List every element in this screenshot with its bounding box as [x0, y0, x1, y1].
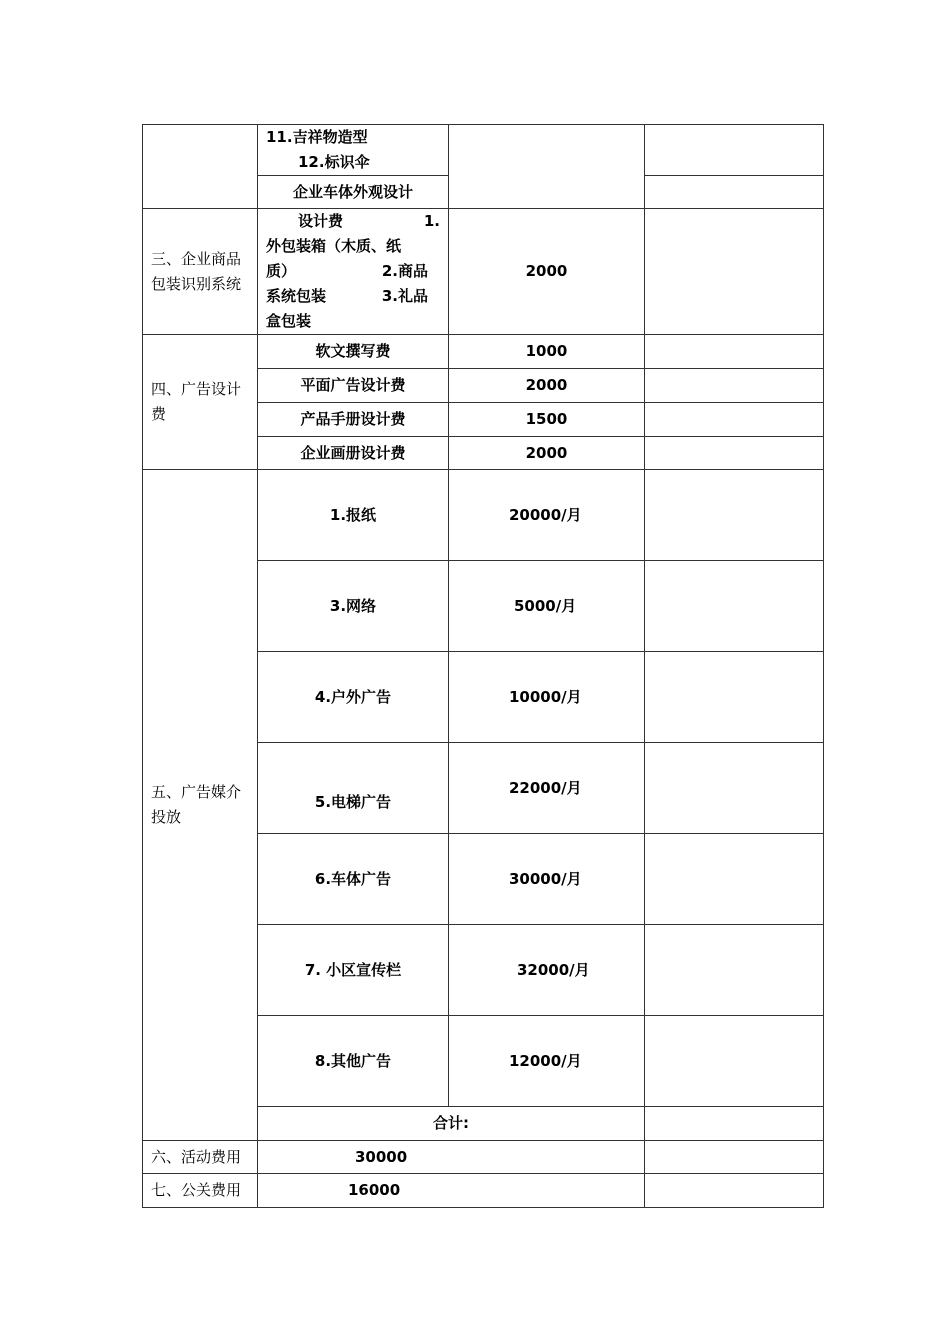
cost-cell: 10000/月 — [449, 652, 645, 743]
total-label-cell: 合计: — [258, 1107, 645, 1141]
note-cell — [645, 335, 824, 369]
table-row — [143, 209, 824, 335]
cost-cell: 2000 — [449, 369, 645, 403]
category-cell: 四、广告设计费 — [143, 335, 258, 470]
cost-cell: 2000 — [449, 209, 645, 335]
table-row — [143, 335, 824, 369]
item-line: 12.标识伞 — [298, 153, 370, 171]
item-text: 3.礼品 — [381, 287, 428, 305]
cost-cell: 5000/月 — [449, 561, 645, 652]
note-cell — [645, 1016, 824, 1107]
item-line: 外包装箱（木质、纸 — [266, 237, 402, 255]
item-cell — [258, 125, 449, 176]
cost-cell: 1500 — [449, 403, 645, 437]
item-cell: 企业画册设计费 — [258, 437, 449, 470]
note-cell — [645, 470, 824, 561]
note-cell — [645, 1107, 824, 1141]
item-cell: 7. 小区宣传栏 — [258, 925, 449, 1016]
table-row — [143, 1141, 824, 1174]
cost-cell: 20000/月 — [449, 470, 645, 561]
category-cell: 七、公关费用 — [143, 1174, 258, 1208]
item-line — [266, 284, 440, 309]
category-cell: 三、企业商品包装识别系统 — [143, 209, 258, 335]
note-cell — [645, 561, 824, 652]
item-line: 11.吉祥物造型 — [266, 128, 368, 146]
item-cell: 6.车体广告 — [258, 834, 449, 925]
cost-cell: 2000 — [449, 437, 645, 470]
item-cell — [258, 209, 449, 335]
item-cell: 3.网络 — [258, 561, 449, 652]
item-text: 质） — [266, 262, 297, 280]
cost-cell: 12000/月 — [449, 1016, 645, 1107]
item-cell: 软文撰写费 — [258, 335, 449, 369]
cost-cell: 16000 — [258, 1174, 645, 1208]
item-line — [266, 259, 440, 284]
cost-cell: 32000/月 — [449, 925, 645, 1016]
cost-cell: 1000 — [449, 335, 645, 369]
item-cell: 企业车体外观设计 — [258, 176, 449, 209]
item-text: 2.商品 — [381, 262, 428, 280]
cost-cell-empty — [449, 125, 645, 209]
note-cell — [645, 176, 824, 209]
note-cell — [645, 369, 824, 403]
category-cell-empty — [143, 125, 258, 209]
cost-cell: 22000/月 — [449, 743, 645, 834]
note-cell — [645, 209, 824, 335]
table-row — [143, 470, 824, 561]
item-cell: 8.其他广告 — [258, 1016, 449, 1107]
item-cell: 5.电梯广告 — [258, 743, 449, 834]
note-cell — [645, 437, 824, 470]
item-line — [266, 209, 440, 234]
item-text: 系统包装 — [266, 287, 327, 305]
table-row — [143, 125, 824, 176]
cost-cell: 30000 — [258, 1141, 645, 1174]
cost-cell: 30000/月 — [449, 834, 645, 925]
note-cell — [645, 1141, 824, 1174]
table-row — [143, 1174, 824, 1208]
note-cell — [645, 925, 824, 1016]
note-cell — [645, 125, 824, 176]
item-cell: 平面广告设计费 — [258, 369, 449, 403]
note-cell — [645, 403, 824, 437]
item-line: 盒包装 — [266, 312, 312, 330]
item-cell: 1.报纸 — [258, 470, 449, 561]
item-text: 1. — [423, 212, 440, 230]
note-cell — [645, 743, 824, 834]
note-cell — [645, 834, 824, 925]
category-cell: 六、活动费用 — [143, 1141, 258, 1174]
budget-table — [142, 124, 824, 1208]
category-cell: 五、广告媒介投放 — [143, 470, 258, 1141]
item-cell: 4.户外广告 — [258, 652, 449, 743]
item-text: 设计费 — [298, 212, 344, 230]
item-cell: 产品手册设计费 — [258, 403, 449, 437]
note-cell — [645, 1174, 824, 1208]
note-cell — [645, 652, 824, 743]
